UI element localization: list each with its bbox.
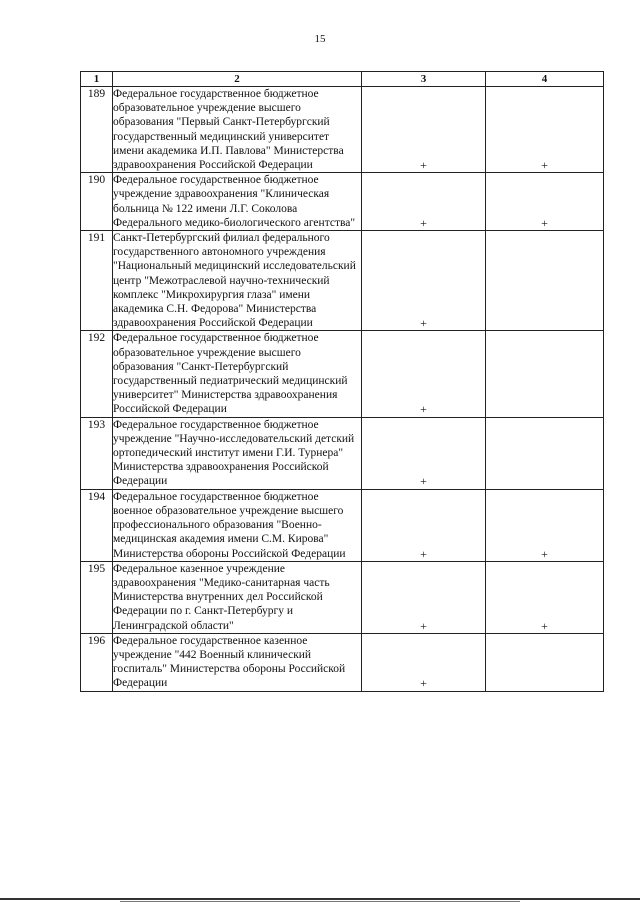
column-header-4: 4: [486, 72, 604, 87]
column-4-mark: +: [486, 87, 604, 173]
column-header-1: 1: [81, 72, 113, 87]
column-4-mark: [486, 231, 604, 331]
column-header-3: 3: [362, 72, 486, 87]
column-3-mark: +: [362, 331, 486, 417]
table-header-row: [81, 72, 604, 87]
institution-name: Федеральное государственное бюджетное учреждение "Научно-исследовательский детский ортопедический институт имени Г.И. Турнера" Министерства здравоохранения Российской Федерации: [113, 417, 362, 489]
row-number: 194: [81, 489, 113, 561]
institution-name: Санкт-Петербургский филиал федерального государственного автономного учреждения "Национальный медицинский исследовательский центр "Межотраслевой научно-технический комплекс "Микрохирургия глаза" имени академика С.Н. Федорова" Министерства здравоохранения Российской Федерации: [113, 231, 362, 331]
institution-name: Федеральное государственное бюджетное образовательное учреждение высшего образования "Первый Санкт-Петербургский государственный медицинский университет имени академика И.П. Павлова" Министерства здравоохранения Российской Федерации: [113, 87, 362, 173]
table-row: [81, 633, 604, 691]
row-number: 192: [81, 331, 113, 417]
institution-name: Федеральное государственное казенное учреждение "442 Военный клинический госпиталь" Министерства обороны Российской Федерации: [113, 633, 362, 691]
row-number: 193: [81, 417, 113, 489]
table-row: [81, 231, 604, 331]
table-row: [81, 489, 604, 561]
scan-edge-line: [0, 898, 640, 900]
table-row: [81, 331, 604, 417]
row-number: 190: [81, 173, 113, 231]
column-4-mark: +: [486, 561, 604, 633]
column-header-2: 2: [113, 72, 362, 87]
column-3-mark: +: [362, 561, 486, 633]
institutions-table: [80, 71, 604, 692]
column-3-mark: +: [362, 633, 486, 691]
institution-name: Федеральное государственное бюджетное учреждение здравоохранения "Клиническая больница № 122 имени Л.Г. Соколова Федерального медико-биологического агентства": [113, 173, 362, 231]
table-row: [81, 561, 604, 633]
column-4-mark: +: [486, 489, 604, 561]
column-4-mark: +: [486, 173, 604, 231]
table-row: [81, 87, 604, 173]
table-row: [81, 417, 604, 489]
column-3-mark: +: [362, 417, 486, 489]
column-3-mark: +: [362, 489, 486, 561]
page-number: 15: [314, 33, 326, 45]
scan-edge-line-secondary: [120, 901, 520, 902]
institution-name: Федеральное казенное учреждение здравоохранения "Медико-санитарная часть Министерства внутренних дел Российской Федерации по г. Санкт-Петербургу и Ленинградской области": [113, 561, 362, 633]
row-number: 191: [81, 231, 113, 331]
column-4-mark: [486, 331, 604, 417]
institution-name: Федеральное государственное бюджетное военное образовательное учреждение высшего профессионального образования "Военно-медицинская академия имени С.М. Кирова" Министерства обороны Российской Федерации: [113, 489, 362, 561]
table-row: [81, 173, 604, 231]
column-4-mark: [486, 633, 604, 691]
row-number: 195: [81, 561, 113, 633]
column-3-mark: +: [362, 87, 486, 173]
institution-name: Федеральное государственное бюджетное образовательное учреждение высшего образования "Санкт-Петербургский государственный педиатрический медицинский университет" Министерства здравоохранения Российской Федерации: [113, 331, 362, 417]
column-3-mark: +: [362, 173, 486, 231]
row-number: 189: [81, 87, 113, 173]
row-number: 196: [81, 633, 113, 691]
column-4-mark: [486, 417, 604, 489]
column-3-mark: +: [362, 231, 486, 331]
